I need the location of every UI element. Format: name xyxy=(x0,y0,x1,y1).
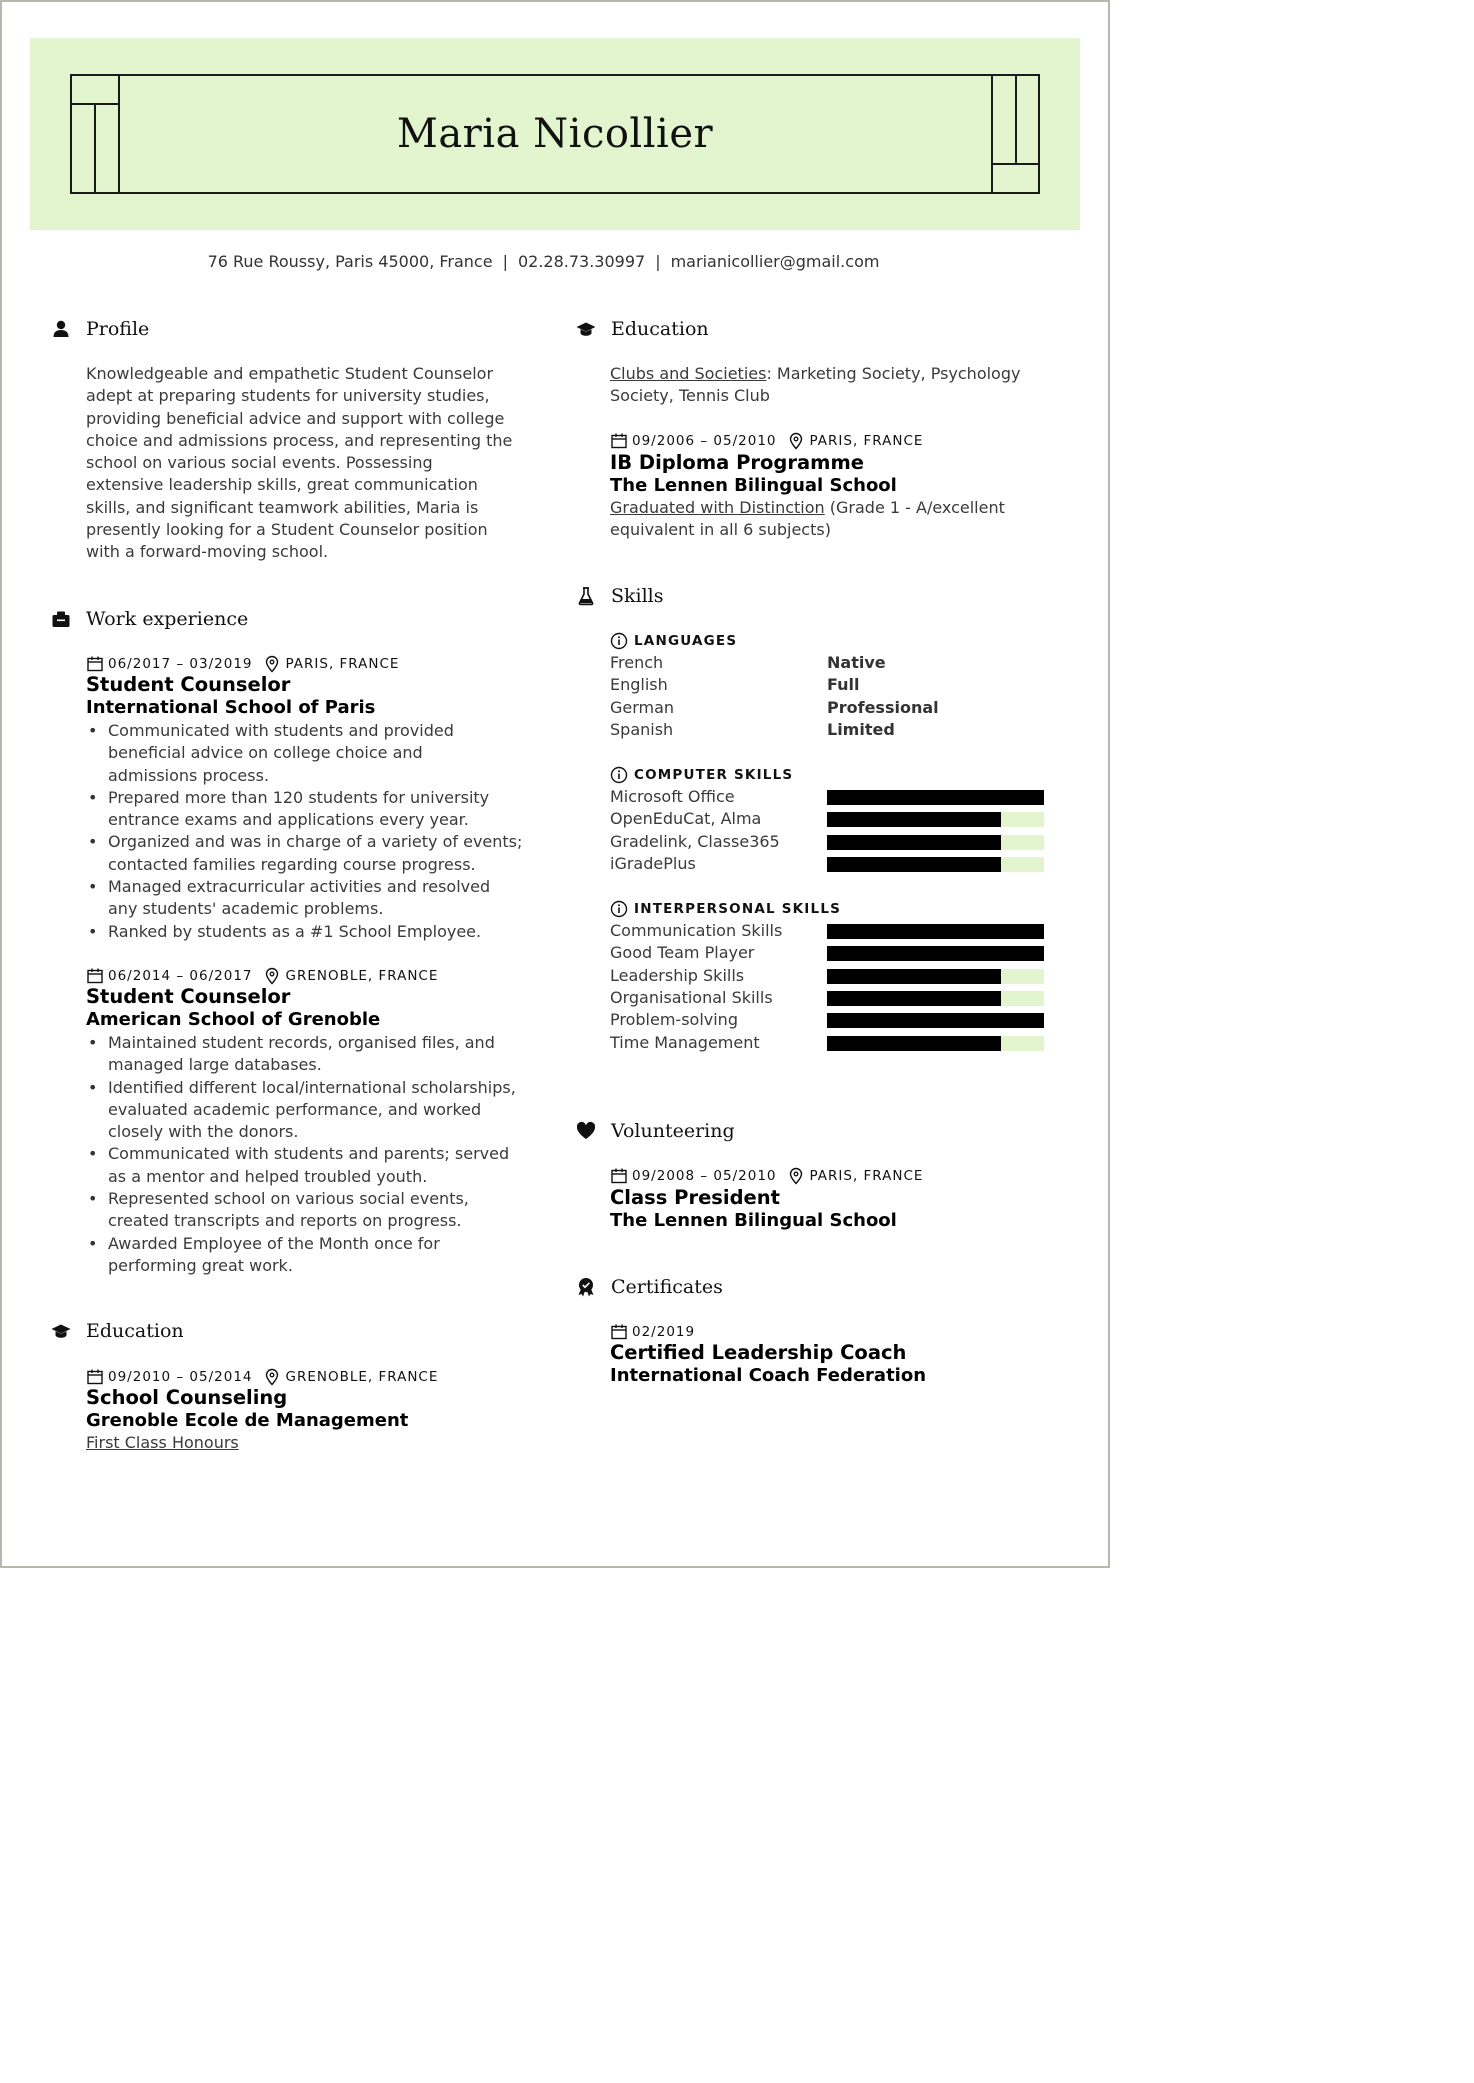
graduation-cap-icon xyxy=(575,318,597,340)
duty-line: • Ranked by students as a #1 School Employee. xyxy=(108,921,482,941)
skill-level-bar xyxy=(827,857,1044,872)
volunteering-dates: 09/2008 – 05/2010 xyxy=(632,1168,777,1184)
interpersonal-skills-heading: INTERPERSONAL SKILLS xyxy=(610,899,841,919)
job-2-duties xyxy=(86,1032,536,1277)
skill-level-fill xyxy=(827,790,1044,805)
profile-line: skills, and significant teamwork abilities, Maria is xyxy=(86,497,479,517)
duty-line: • Communicated with students and provided xyxy=(108,721,454,740)
honours: First Class Honours xyxy=(86,1433,239,1452)
school-name: The Lennen Bilingual School xyxy=(610,475,897,496)
language-row xyxy=(610,675,1050,697)
profile-line: Knowledgeable and empathetic Student Counselor xyxy=(86,364,494,383)
duty-line: evaluated academic performance, and worked xyxy=(108,1099,482,1119)
skill-level-fill xyxy=(827,835,1001,850)
job-title: Student Counselor xyxy=(86,985,291,1008)
education-location: GRENOBLE, FRANCE xyxy=(285,1369,439,1385)
skill-level-bar xyxy=(827,991,1044,1006)
duty-item xyxy=(86,876,536,921)
location-pin-icon xyxy=(263,655,281,673)
skill-level-fill xyxy=(827,946,1044,961)
skill-level-bar xyxy=(827,946,1044,961)
calendar-icon xyxy=(610,1323,628,1341)
education-dates: 09/2010 – 05/2014 xyxy=(108,1369,253,1385)
duty-line: entrance exams and applications every year. xyxy=(108,810,469,830)
duty-item xyxy=(86,921,536,943)
profile-line: presently looking for a Student Counselor position xyxy=(86,520,488,540)
certificate-name: Certified Leadership Coach xyxy=(610,1341,907,1364)
info-icon xyxy=(610,766,628,784)
email-link[interactable]: marianicollier@gmail.com xyxy=(670,252,880,271)
duty-line: • Organized and was in charge of a variety of events; xyxy=(108,832,523,852)
profile-line: choice and admissions process, and representing the xyxy=(86,430,513,450)
degree-title: IB Diploma Programme xyxy=(610,451,864,474)
language-level: Full xyxy=(827,675,860,695)
calendar-icon xyxy=(86,967,104,985)
education-location: PARIS, FRANCE xyxy=(809,433,924,449)
certificate-issuer: International Coach Federation xyxy=(610,1365,927,1386)
duty-item xyxy=(86,1143,536,1188)
language-name: Spanish xyxy=(610,719,674,739)
duty-line: beneficial advice on college choice and xyxy=(108,743,423,763)
calendar-icon xyxy=(610,432,628,450)
duty-line: • Identified different local/international scholarships, xyxy=(108,1077,516,1097)
job-2-meta xyxy=(86,966,438,986)
skill-name: iGradePlus xyxy=(610,853,696,873)
skill-name: Problem-solving xyxy=(610,1010,738,1030)
skill-level-fill xyxy=(827,812,1001,827)
certificate-date: 02/2019 xyxy=(632,1324,696,1340)
duty-item xyxy=(86,831,536,876)
job-organization: International School of Paris xyxy=(86,697,376,718)
duty-line: • Prepared more than 120 students for university xyxy=(108,787,490,807)
duty-line: • Awarded Employee of the Month once for xyxy=(108,1233,440,1253)
flask-icon xyxy=(575,585,597,607)
location-pin-icon xyxy=(787,432,805,450)
skill-level-fill xyxy=(827,1036,1001,1051)
clubs-label: Clubs and Societies xyxy=(610,364,767,383)
skill-name: Gradelink, Classe365 xyxy=(610,831,780,851)
job-1-duties xyxy=(86,720,536,943)
language-name: German xyxy=(610,697,675,717)
calendar-icon xyxy=(86,1368,104,1386)
distinction: Graduated with Distinction xyxy=(610,498,825,517)
volunteering-meta xyxy=(610,1166,923,1186)
language-name: English xyxy=(610,675,668,695)
address: 76 Rue Roussy, Paris 45000, France xyxy=(207,252,493,271)
skill-level-fill xyxy=(827,1013,1044,1028)
interpersonal-skill-row xyxy=(610,1033,1050,1055)
duty-item xyxy=(86,1077,536,1144)
graduation-cap-icon xyxy=(50,1320,72,1342)
location-pin-icon xyxy=(263,967,281,985)
skill-name: OpenEduCat, Alma xyxy=(610,809,762,829)
duty-item xyxy=(86,787,536,832)
phone: 02.28.73.30997 xyxy=(517,252,646,271)
language-row xyxy=(610,698,1050,720)
volunteer-organization: The Lennen Bilingual School xyxy=(610,1210,897,1231)
distinction-note: Graduated with Distinction (Grade 1 - A/excellent equivalent in all 6 subjects) xyxy=(610,498,1005,540)
language-level: Professional xyxy=(827,697,939,717)
computer-skill-row xyxy=(610,809,1050,831)
profile-line: extensive leadership skills, great communication xyxy=(86,475,478,495)
duty-line: any students' academic problems. xyxy=(108,899,384,919)
interpersonal-skill-row xyxy=(610,988,1050,1010)
volunteering-location: PARIS, FRANCE xyxy=(809,1168,924,1184)
skill-name: Time Management xyxy=(610,1032,760,1052)
language-name: French xyxy=(610,653,664,672)
interpersonal-skill-row xyxy=(610,943,1050,965)
skill-level-bar xyxy=(827,1036,1044,1051)
computer-skill-row xyxy=(610,787,1050,809)
skill-level-bar xyxy=(827,924,1044,939)
duty-item xyxy=(86,720,536,787)
skill-level-bar xyxy=(827,790,1044,805)
skill-name: Leadership Skills xyxy=(610,965,745,985)
education-left-meta xyxy=(86,1367,438,1387)
education-dates: 09/2006 – 05/2010 xyxy=(632,433,777,449)
skill-name: Organisational Skills xyxy=(610,987,773,1007)
skill-level-bar xyxy=(827,1013,1044,1028)
calendar-icon xyxy=(86,655,104,673)
candidate-name: Maria Nicollier xyxy=(396,111,714,157)
profile-line: with a forward-moving school. xyxy=(86,542,329,562)
calendar-icon xyxy=(610,1167,628,1185)
job-dates: 06/2014 – 06/2017 xyxy=(108,968,253,984)
job-dates: 06/2017 – 03/2019 xyxy=(108,656,253,672)
info-icon xyxy=(610,632,628,650)
skill-name: Microsoft Office xyxy=(610,787,735,806)
profile-line: adept at preparing students for university studies, xyxy=(86,386,490,406)
duty-item xyxy=(86,1233,536,1278)
skill-level-bar xyxy=(827,969,1044,984)
computer-skill-row xyxy=(610,854,1050,876)
computer-skill-row xyxy=(610,832,1050,854)
clubs-and-societies: Clubs and Societies: Marketing Society, Psychology Society, Tennis Club xyxy=(610,364,1021,406)
duty-line: as a mentor and helped troubled youth. xyxy=(108,1166,428,1186)
duty-item xyxy=(86,1032,536,1077)
certificate-meta xyxy=(610,1322,695,1342)
name-frame xyxy=(70,74,1040,194)
job-location: GRENOBLE, FRANCE xyxy=(285,968,439,984)
duty-line: managed large databases. xyxy=(108,1055,322,1075)
location-pin-icon xyxy=(787,1167,805,1185)
skill-level-fill xyxy=(827,857,1001,872)
skill-level-fill xyxy=(827,991,1001,1006)
contact-line: 76 Rue Roussy, Paris 45000, France | 02.28.73.30997 | marianicollier@gmail.com xyxy=(207,252,880,271)
skill-level-fill xyxy=(827,969,1001,984)
duty-line: • Communicated with students and parents; served xyxy=(108,1144,510,1164)
language-row xyxy=(610,720,1050,742)
profile-summary xyxy=(86,363,526,564)
interpersonal-skill-row xyxy=(610,1010,1050,1032)
duty-item xyxy=(86,1188,536,1233)
language-level: Native xyxy=(827,653,886,672)
computer-skills-heading: COMPUTER SKILLS xyxy=(610,765,793,785)
briefcase-icon xyxy=(50,608,72,630)
duty-line: closely with the donors. xyxy=(108,1122,299,1142)
skill-level-bar xyxy=(827,835,1044,850)
language-row xyxy=(610,653,1050,675)
job-title: Student Counselor xyxy=(86,673,291,696)
job-1-meta xyxy=(86,654,399,674)
profile-line: providing beneficial advice and support with college xyxy=(86,408,505,428)
heart-icon xyxy=(575,1120,597,1142)
profile-line: school on various social events. Possessing xyxy=(86,453,433,473)
job-location: PARIS, FRANCE xyxy=(285,656,400,672)
duty-line: contacted families regarding course progress. xyxy=(108,854,476,874)
duty-line: created transcripts and reports on progress. xyxy=(108,1211,462,1231)
award-icon xyxy=(575,1276,597,1298)
job-organization: American School of Grenoble xyxy=(86,1009,381,1030)
language-level: Limited xyxy=(827,719,895,739)
interpersonal-skill-row xyxy=(610,921,1050,943)
duty-line: • Represented school on various social events, xyxy=(108,1189,469,1209)
skill-name: Communication Skills xyxy=(610,921,783,940)
duty-line: admissions process. xyxy=(108,765,270,785)
skill-level-fill xyxy=(827,924,1044,939)
volunteer-role: Class President xyxy=(610,1186,780,1209)
duty-line: performing great work. xyxy=(108,1255,293,1275)
duty-line: • Maintained student records, organised files, and xyxy=(108,1033,495,1052)
interpersonal-skill-row xyxy=(610,966,1050,988)
languages-heading: LANGUAGES xyxy=(610,631,737,651)
education-right-meta xyxy=(610,431,923,451)
location-pin-icon xyxy=(263,1368,281,1386)
info-icon xyxy=(610,900,628,918)
duty-line: • Managed extracurricular activities and resolved xyxy=(108,877,491,897)
person-icon xyxy=(50,318,72,340)
skill-name: Good Team Player xyxy=(610,943,755,963)
skill-level-bar xyxy=(827,812,1044,827)
school-name: Grenoble Ecole de Management xyxy=(86,1410,409,1431)
degree-title: School Counseling xyxy=(86,1386,288,1409)
